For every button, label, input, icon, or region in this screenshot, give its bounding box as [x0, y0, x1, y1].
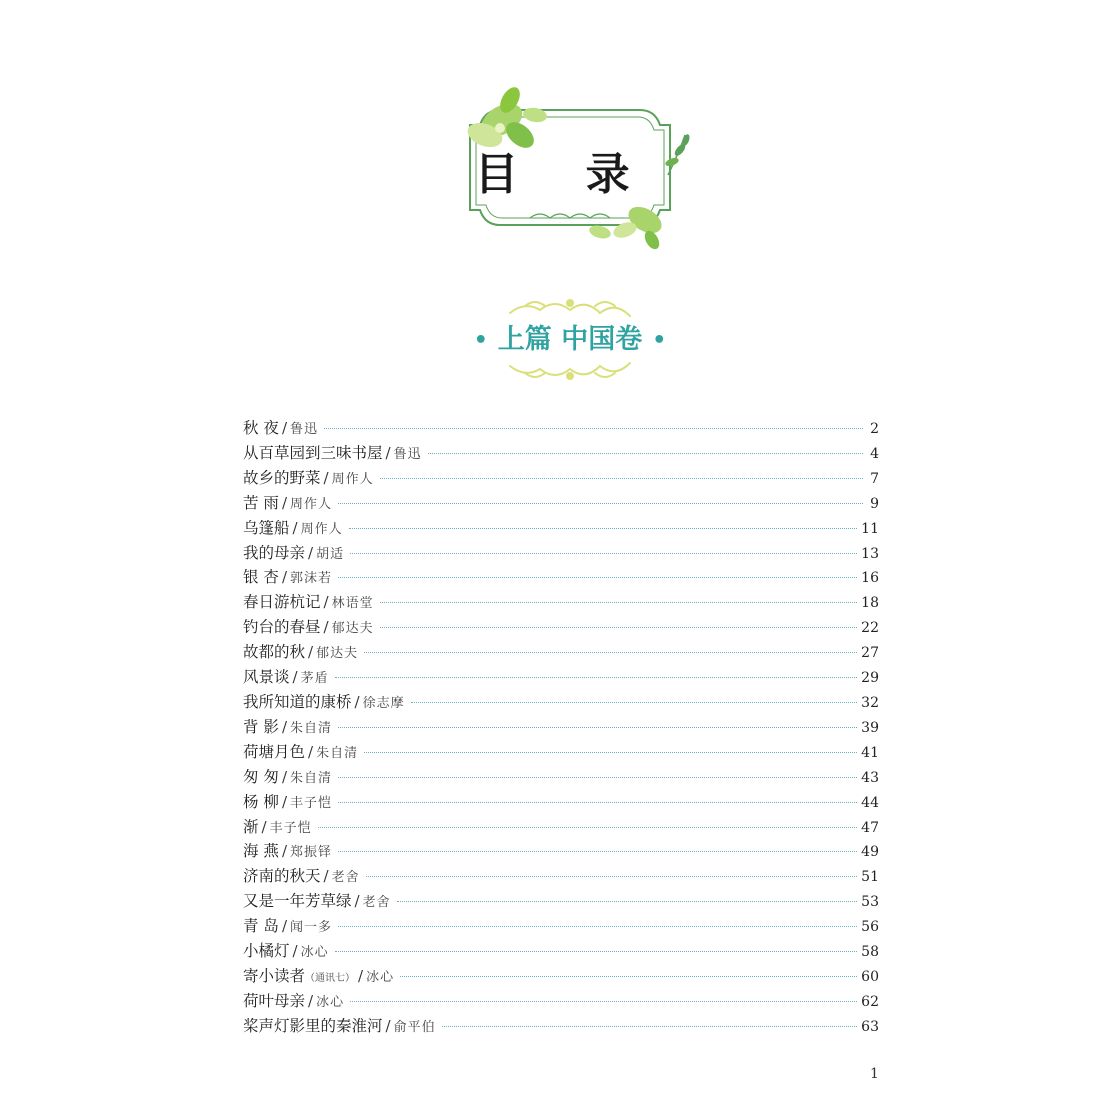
toc-entry-page: 39 — [861, 719, 879, 736]
toc-entry-page: 4 — [870, 445, 879, 462]
toc-entry-page: 32 — [861, 694, 879, 711]
toc-entry[interactable] — [243, 441, 879, 466]
toc-entry-title: 荷叶母亲 — [243, 991, 306, 1010]
toc-entry-title: 济南的秋天 — [243, 867, 321, 886]
toc-separator: / — [281, 842, 287, 861]
toc-entry-page: 22 — [861, 620, 879, 637]
toc-entry-author: 朱自清 — [316, 745, 359, 761]
toc-entry[interactable] — [243, 565, 879, 590]
toc-entry-author: 周作人 — [300, 521, 343, 537]
dot-leader — [338, 925, 857, 927]
toc-entry-author: 朱自清 — [290, 720, 333, 736]
leaf-cluster-top-left-icon — [464, 84, 548, 153]
dot-leader — [318, 826, 858, 828]
toc-separator: / — [281, 568, 287, 587]
toc-entry[interactable] — [243, 690, 879, 715]
leaf-cluster-bottom-right-icon — [588, 201, 666, 251]
toc-separator: / — [281, 717, 287, 736]
toc-entry-page: 47 — [861, 819, 879, 836]
toc-entry-title: 故乡的野菜 — [243, 468, 321, 487]
toc-entry-author: 郁达夫 — [331, 621, 374, 637]
toc-separator: / — [323, 618, 329, 637]
dot-leader — [349, 527, 858, 529]
toc-entry-page: 29 — [861, 670, 879, 687]
toc-entry-author: 茅盾 — [300, 671, 329, 687]
toc-entry-author: 鲁迅 — [290, 422, 319, 437]
page-number: 1 — [870, 1066, 879, 1082]
toc-entry-author: 鲁迅 — [393, 446, 422, 462]
toc-entry-page: 16 — [861, 570, 879, 587]
toc-entry-title: 秋 夜 — [243, 419, 279, 437]
toc-separator: / — [308, 991, 314, 1010]
toc-separator: / — [281, 917, 287, 936]
dot-leader — [324, 427, 863, 429]
toc-entry-page: 53 — [861, 894, 879, 911]
toc-entry-author: 冰心 — [366, 969, 395, 985]
bullet-left-icon: • — [473, 327, 488, 353]
toc-entry[interactable] — [243, 541, 879, 566]
toc-separator: / — [292, 942, 298, 961]
toc-separator: / — [281, 767, 287, 786]
toc-entry-author: 郁达夫 — [316, 646, 359, 662]
dot-leader — [442, 1025, 858, 1027]
toc-entry-title: 桨声灯影里的秦淮河 — [243, 1016, 383, 1035]
toc-entry[interactable] — [243, 1014, 879, 1039]
toc-entry-author: 郑振铎 — [290, 845, 333, 861]
toc-separator: / — [358, 966, 364, 985]
toc-entry[interactable] — [243, 516, 879, 541]
toc-entry-author: 丰子恺 — [269, 820, 312, 836]
toc-entry-author: 闻一多 — [290, 920, 333, 936]
toc-entry-page: 63 — [861, 1018, 879, 1035]
toc-entry-author: 丰子恺 — [290, 795, 333, 811]
dot-leader — [364, 651, 857, 653]
toc-entry-title: 乌篷船 — [243, 518, 290, 537]
dot-leader — [366, 875, 858, 877]
toc-entry[interactable] — [243, 640, 879, 665]
toc-entry-author: 老舍 — [331, 870, 360, 886]
toc-entry-page: 44 — [861, 794, 879, 811]
toc-entry[interactable] — [243, 740, 879, 765]
toc-entry-page: 58 — [861, 944, 879, 961]
toc-entry[interactable] — [243, 939, 879, 964]
toc-separator: / — [323, 867, 329, 886]
dot-leader — [350, 552, 857, 554]
dot-leader — [428, 452, 863, 454]
toc-entry-title: 我的母亲 — [243, 543, 306, 562]
toc-entry[interactable] — [243, 615, 879, 640]
dot-leader — [338, 801, 857, 803]
toc-entry-page: 2 — [870, 421, 879, 437]
toc-entry-title: 渐 — [243, 817, 259, 836]
toc-entry-title: 从百草园到三味书屋 — [243, 443, 383, 462]
dot-leader — [380, 601, 858, 603]
toc-entry-title: 背 影 — [243, 717, 279, 736]
toc-separator: / — [292, 518, 298, 537]
toc-separator: / — [323, 593, 329, 612]
toc-separator: / — [385, 443, 391, 462]
toc-entry-page: 13 — [861, 545, 879, 562]
toc-separator: / — [385, 1016, 391, 1035]
toc-entry-author: 冰心 — [316, 994, 345, 1010]
toc-entry-page: 51 — [861, 869, 879, 886]
leaf-sprig-right-icon — [664, 133, 691, 175]
toc-separator: / — [354, 892, 360, 911]
toc-entry-title: 海 燕 — [243, 842, 279, 861]
toc-entry-page: 56 — [861, 919, 879, 936]
toc-entry-title: 荷塘月色 — [243, 742, 306, 761]
toc-entry-author: 冰心 — [300, 945, 329, 961]
toc-entry-page: 43 — [861, 769, 879, 786]
toc-entry-page: 27 — [861, 645, 879, 662]
toc-entry-title: 小橘灯 — [243, 942, 290, 961]
toc-entry-title: 又是一年芳草绿 — [243, 892, 352, 911]
toc-entry-author: 徐志摩 — [362, 695, 405, 711]
toc-entry-title: 寄小读者 — [243, 966, 306, 985]
toc-entry[interactable] — [243, 590, 879, 615]
dot-leader — [335, 950, 858, 952]
dot-leader — [380, 626, 858, 628]
toc-entry-title: 故都的秋 — [243, 643, 306, 662]
toc-entry-author: 胡适 — [316, 546, 345, 562]
toc-entry[interactable] — [243, 864, 879, 889]
toc-entry-author: 林语堂 — [331, 596, 374, 612]
toc-separator: / — [354, 692, 360, 711]
toc-entry-title: 钓台的春昼 — [243, 618, 321, 637]
toc-separator: / — [308, 543, 314, 562]
toc-entry-author: 老舍 — [362, 895, 391, 911]
toc-entry-page: 18 — [861, 595, 879, 612]
toc-entry-page: 62 — [861, 993, 879, 1010]
toc-separator: / — [308, 643, 314, 662]
toc-entry-title: 青 岛 — [243, 917, 279, 936]
toc-separator: / — [281, 792, 287, 811]
dot-leader — [380, 477, 863, 479]
dot-leader — [335, 676, 858, 678]
dot-leader — [338, 576, 857, 578]
toc-entry-title: 杨 柳 — [243, 792, 279, 811]
toc-entry-author: 周作人 — [290, 496, 333, 512]
toc-entry-page: 41 — [861, 744, 879, 761]
page-title: 目 录 — [474, 149, 656, 200]
toc-separator: / — [292, 668, 298, 687]
toc-entry-title: 我所知道的康桥 — [243, 692, 352, 711]
toc-entry-page: 11 — [861, 520, 879, 537]
toc-separator: / — [261, 817, 267, 836]
toc-separator: / — [281, 419, 287, 437]
toc-entry-author: 朱自清 — [290, 770, 333, 786]
toc-entry-note: （通讯七） — [305, 972, 356, 984]
toc-entry-page: 9 — [870, 495, 879, 512]
toc-entry-author: 周作人 — [331, 471, 374, 487]
toc-entry[interactable] — [243, 989, 879, 1014]
toc-entry[interactable] — [243, 839, 879, 864]
toc-separator: / — [281, 493, 287, 512]
toc-entry[interactable] — [243, 889, 879, 914]
toc-entry[interactable] — [243, 790, 879, 815]
toc-entry[interactable] — [243, 466, 879, 491]
dot-leader — [350, 1000, 857, 1002]
toc-separator: / — [323, 468, 329, 487]
section-title — [440, 320, 700, 360]
toc-entry-author: 郭沫若 — [290, 571, 333, 587]
dot-leader — [338, 726, 857, 728]
toc-entry-title: 银 杏 — [243, 568, 279, 587]
toc-entry[interactable] — [243, 665, 879, 690]
toc-entry-page: 7 — [870, 470, 879, 487]
toc-entry[interactable] — [243, 914, 879, 939]
toc-entry[interactable] — [243, 815, 879, 840]
toc-entry-title: 匆 匆 — [243, 767, 279, 786]
toc-entry-page: 49 — [861, 844, 879, 861]
dot-leader — [338, 850, 857, 852]
section-title-text: 上篇 中国卷 — [497, 324, 643, 355]
toc-entry-title: 风景谈 — [243, 668, 290, 687]
dot-leader — [400, 975, 857, 977]
toc-entry-title: 苦 雨 — [243, 493, 279, 512]
toc-entry[interactable] — [243, 964, 879, 989]
toc-entry[interactable] — [243, 416, 879, 441]
bullet-right-icon: • — [652, 327, 667, 353]
toc-separator: / — [308, 742, 314, 761]
toc-entry[interactable] — [243, 715, 879, 740]
table-of-contents — [243, 416, 879, 1039]
toc-entry[interactable] — [243, 491, 879, 516]
dot-leader — [338, 502, 863, 504]
dot-leader — [397, 900, 858, 902]
toc-entry-page: 60 — [861, 968, 879, 985]
dot-leader — [364, 751, 857, 753]
toc-entry[interactable] — [243, 765, 879, 790]
dot-leader — [338, 776, 857, 778]
dot-leader — [411, 701, 858, 703]
toc-entry-title: 春日游杭记 — [243, 593, 321, 612]
toc-entry-author: 俞平伯 — [393, 1019, 436, 1035]
